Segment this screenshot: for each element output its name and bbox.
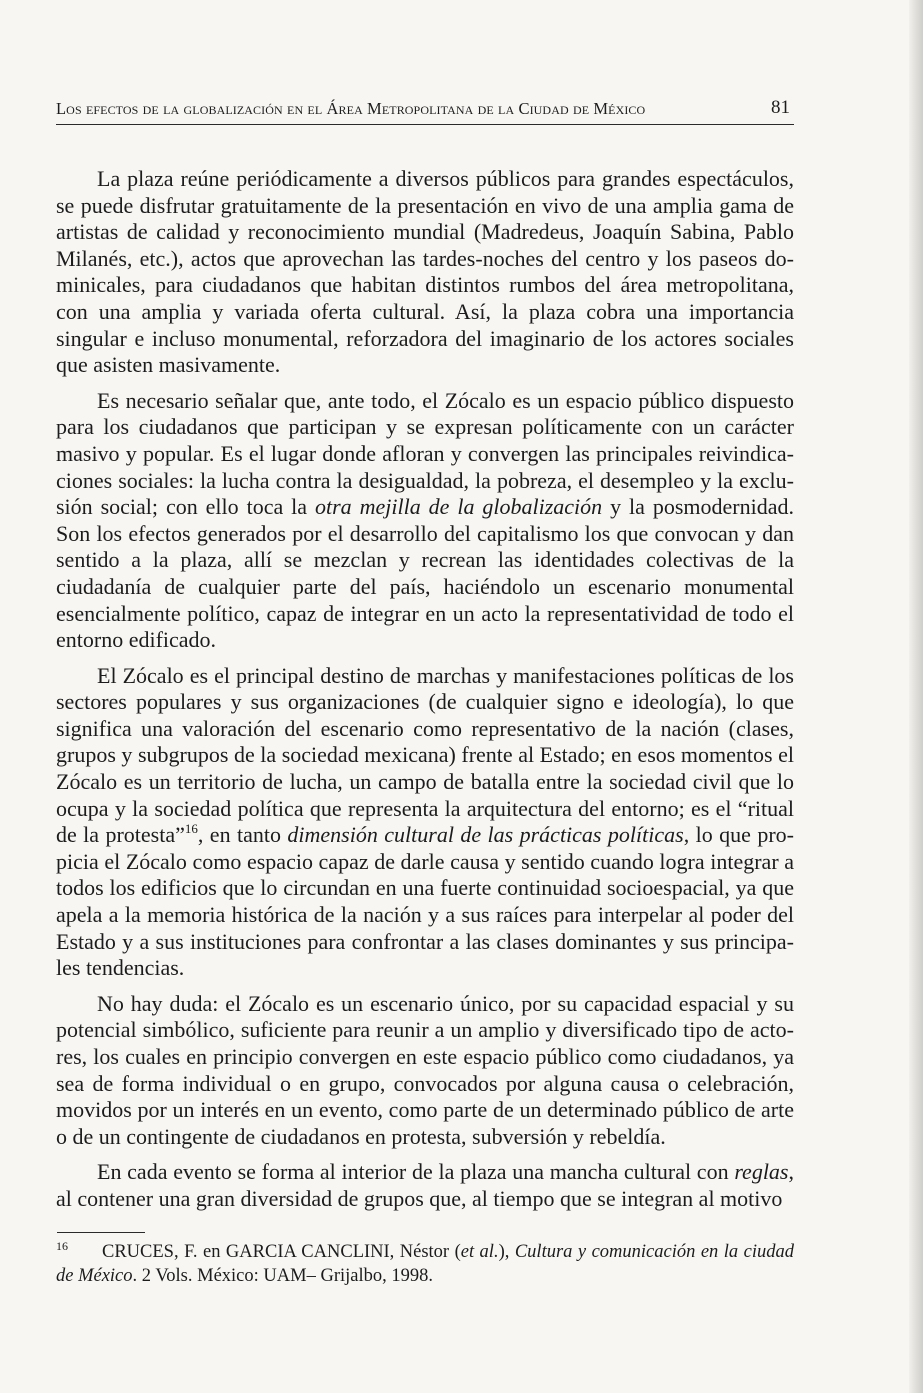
paragraph-5-text-a: En cada evento se forma al interior de la plaza una mancha cultural con — [97, 1159, 735, 1185]
paragraph-3-emphasis: dimensión cultural de las prácticas políticas — [287, 822, 684, 848]
paragraph-4: No hay duda: el Zócalo es un escenario único, por su capacidad espacial y su potencial simbólico, suficiente para reunir a un amplio y diversificado tipo de actores, los cuales en principio convergen en este espacio público como ciudadanos, ya sea de forma individual o en grupo, convocados por alguna causa o celebración, movidos por un interés en un evento, como parte de un determinado público de arte o de un contingente de ciudadanos en protesta, subversión y rebeldía. — [56, 990, 794, 1149]
footnote-emphasis-1: et al. — [460, 1242, 499, 1262]
footnote-rule — [57, 1232, 145, 1233]
paragraph-5-emphasis: reglas — [734, 1159, 789, 1185]
footnote: 16 CRUCES, F. en GARCIA CANCLINI, Néstor (et al.), Cultura y comunicación en la ciudad de México. 2 Vols. México: UAM– Grijalbo, 1998. — [56, 1239, 794, 1286]
paragraph-2 — [56, 388, 794, 654]
page-edge-shadow — [909, 0, 923, 1393]
paragraph-3-text-c: , lo que propicia el Zócalo como espacio capaz de darle causa y sentido cuando logra integrar a todos los edificios que lo circundan en una fuerte continuidad socioespacial, ya que apela a la memoria histórica de la nación y a sus raíces para interpelar al poder del Estado y a sus instituciones para confrontar a las clases dominantes y sus principales tendencias. — [56, 822, 794, 981]
running-title: Los efectos de la globalización en el Área Metropolitana de la Ciudad de México — [56, 99, 646, 118]
footnote-text-a: CRUCES, F. en GARCIA CANCLINI, Néstor ( — [102, 1242, 461, 1262]
running-header — [56, 96, 794, 125]
paragraph-3-text-b: , en tanto — [197, 822, 288, 848]
paragraph-5-text-b: , al contener una gran diversidad de grupos que, al tiempo que se integran al motivo — [56, 1159, 794, 1211]
main-text — [56, 166, 794, 1213]
paragraph-3 — [56, 663, 794, 982]
paragraph-2-emphasis: otra mejilla de la globalización — [315, 494, 603, 520]
footnote-text-b: ), — [498, 1242, 515, 1262]
page-number: 81 — [771, 97, 790, 118]
paragraph-1: La plaza reúne periódicamente a diversos públicos para grandes espectáculos, se puede disfrutar gratuitamente de la presentación en vivo de una amplia gama de artistas de calidad y reconocimiento mundial (Madredeus, Joaquín Sabina, Pablo Milanés, etc.), actos que aprovechan las tardes-noches del centro y los paseos dominicales, para ciudadanos que habitan distintos rumbos del área metropolitana, con una amplia y variada oferta cultural. Así, la plaza cobra una importancia singular e incluso monumental, reforzadora del imaginario de los actores sociales que asisten masivamente. — [56, 166, 794, 378]
paragraph-3-text-a: El Zócalo es el principal destino de marchas y manifestaciones políticas de los sectores populares y sus organizaciones (de cualquier signo e ideología), lo que significa una valoración del escenario como representativo de la nación (clases, grupos y subgrupos de la sociedad mexicana) frente al Estado; en esos momentos el Zócalo es un territorio de lucha, un campo de batalla entre la sociedad civil que lo ocupa y la sociedad política que representa la arquitectura del entorno; es el “ritual de la protesta” — [56, 662, 794, 848]
footnote-text-c: . 2 Vols. México: UAM– Grijalbo, 1998. — [132, 1266, 433, 1286]
paragraph-2-text-a: Es necesario señalar que, ante todo, el Zócalo es un espacio público dispuesto para los ciudadanos que participan y se expresan políticamente con un carácter masivo y popular. Es el lugar donde afloran y convergen las principales reivindicaciones sociales: la lucha contra la desigualdad, la pobreza, el desempleo y la exclusión social; con ello toca la — [56, 387, 794, 520]
paragraph-5 — [56, 1159, 794, 1212]
footnote-reference: 16 — [184, 821, 198, 837]
footnote-emphasis-2: Cultura y comunicación en la ciudad de México — [56, 1242, 794, 1286]
paragraph-2-text-b: y la posmodernidad. Son los efectos generados por el desarrollo del capitalismo los que convocan y dan sentido a la plaza, allí se mezclan y recrean las identidades colectivas de la ciudadanía de cualquier parte del país, haciéndolo un escenario monumental esencialmente político, capaz de integrar en un acto la representatividad de todo el entorno edificado. — [56, 494, 794, 653]
